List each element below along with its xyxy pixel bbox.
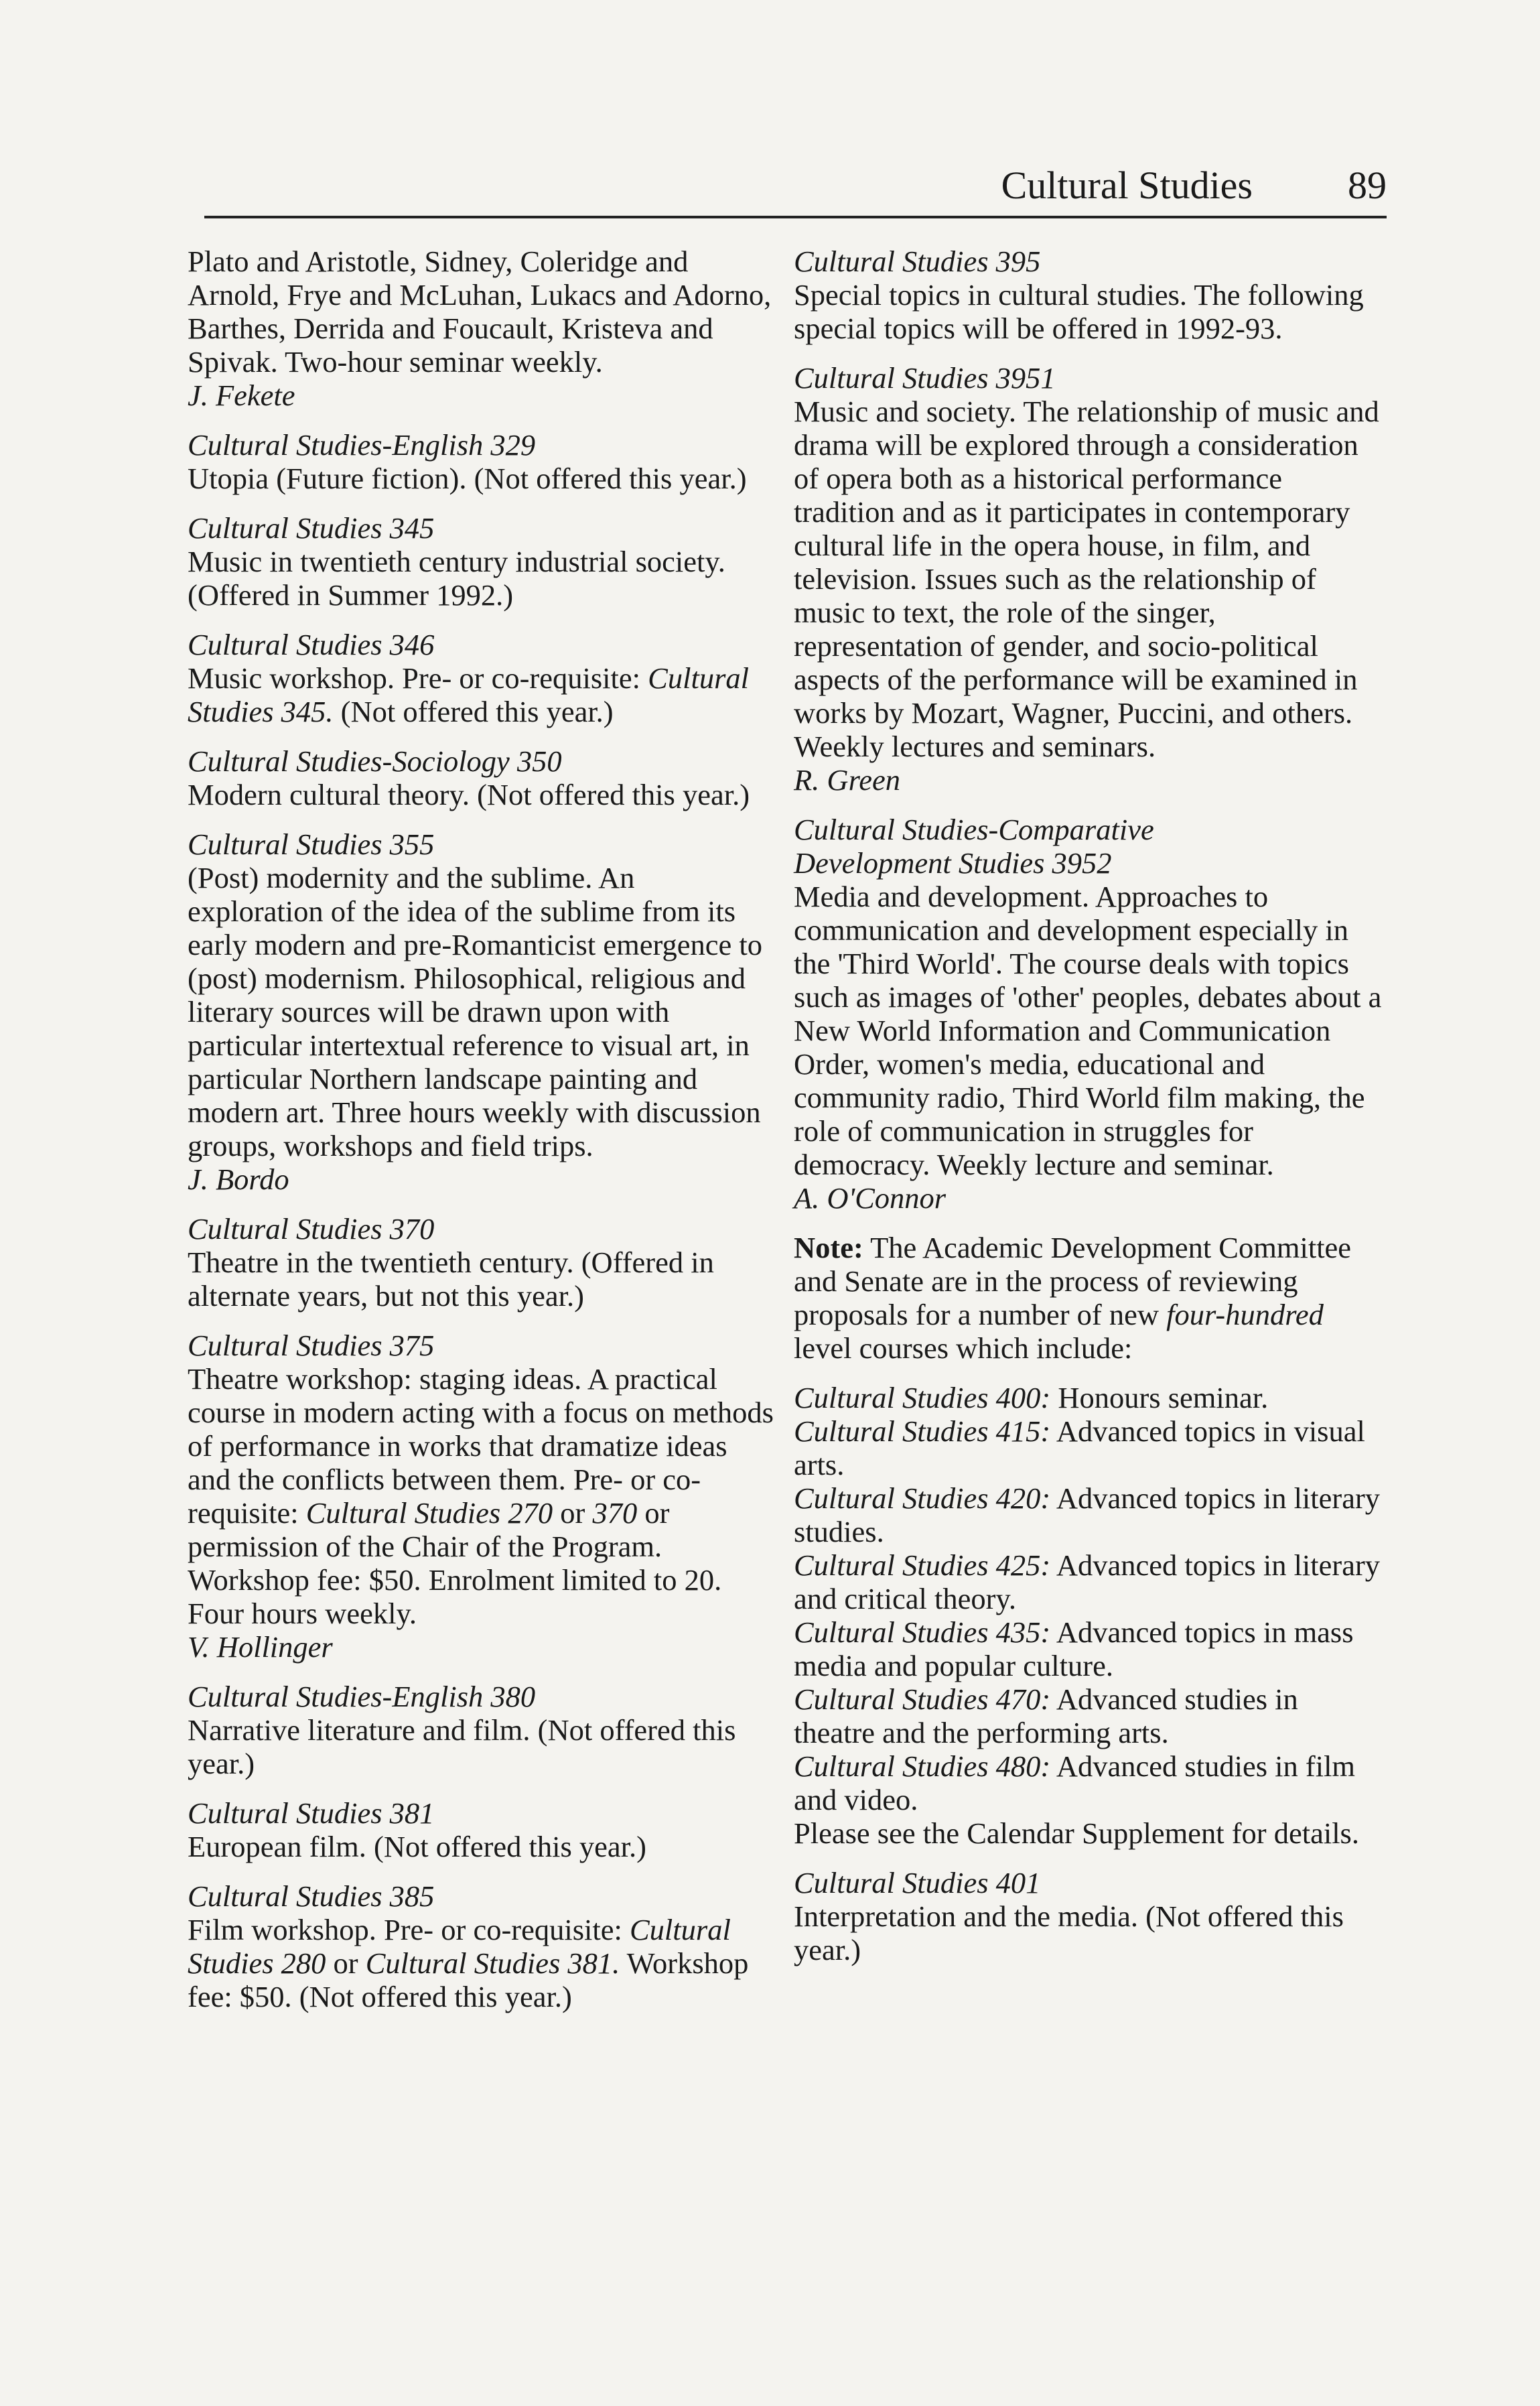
- note-emphasis: four-hundred: [1166, 1298, 1324, 1331]
- course-summary: Advanced topics in visual arts.: [794, 1414, 1365, 1481]
- course-description: Music and society. The relationship of music and drama will be explored through a consideration of opera both as a historical performance tradition and as it participates in contemporary cultural life in the opera house, in film, and television. Issues such as the relationship of music to text, the role of the singer, representation of gender, and socio-political aspects of the performance will be examined in works by Mozart, Wagner, Puccini, and others. Weekly lectures and seminars.: [794, 395, 1379, 763]
- course-summary: Honours seminar.: [1058, 1381, 1269, 1414]
- list-item: [794, 1381, 1383, 1414]
- course-entry: [794, 361, 1383, 797]
- course-title: Cultural Studies 3951: [794, 361, 1056, 395]
- instructor: V. Hollinger: [188, 1630, 333, 1664]
- course-entry: [188, 1329, 777, 1664]
- list-item: [794, 1481, 1383, 1548]
- note-text: [794, 1231, 1383, 1365]
- course-summary: Advanced topics in mass media and popular culture.: [794, 1615, 1354, 1682]
- list-item: [794, 1615, 1383, 1682]
- course-entry: [794, 1866, 1383, 1966]
- left-column: [188, 245, 777, 2029]
- course-title: Cultural Studies 355: [188, 827, 435, 861]
- right-column: [794, 245, 1383, 1983]
- course-description: Utopia (Future fiction). (Not offered this year.): [188, 462, 747, 495]
- course-title: Cultural Studies 370: [188, 1212, 435, 1246]
- course-reference: Cultural Studies 280: [188, 1913, 731, 1980]
- course-title: Cultural Studies 345: [188, 511, 435, 545]
- description-text: or: [560, 1496, 585, 1530]
- course-reference: Cultural Studies 470:: [794, 1682, 1051, 1716]
- course-entry: [188, 744, 777, 811]
- course-summary: Advanced topics in literary studies.: [794, 1481, 1381, 1548]
- list-item: [794, 1682, 1383, 1749]
- course-title: Cultural Studies 346: [188, 628, 435, 661]
- list-item: [794, 1414, 1383, 1481]
- course-description: Narrative literature and film. (Not offered this year.): [188, 1713, 736, 1780]
- course-description: Plato and Aristotle, Sidney, Coleridge and Arnold, Frye and McLuhan, Lukacs and Adorno, Barthes, Derrida and Foucault, Kristeva and Spivak. Two-hour seminar weekly.: [188, 245, 772, 379]
- course-entry: [188, 1796, 777, 1863]
- proposed-course-list: [794, 1381, 1383, 1850]
- course-title: Cultural Studies 395: [794, 245, 1041, 278]
- course-reference: Cultural Studies 435:: [794, 1615, 1051, 1649]
- course-reference: 370: [592, 1496, 638, 1530]
- course-title: Cultural Studies 375: [188, 1329, 435, 1362]
- course-entry: [188, 827, 777, 1196]
- page-number: 89: [1348, 163, 1387, 207]
- course-reference: Cultural Studies 415:: [794, 1414, 1051, 1448]
- description-text: Film workshop. Pre- or co-requisite:: [188, 1913, 622, 1946]
- course-reference: Cultural Studies 345.: [188, 661, 749, 728]
- course-title: Cultural Studies-English 329: [188, 428, 536, 462]
- course-title: Cultural Studies 401: [794, 1866, 1041, 1899]
- page-header: [204, 149, 1387, 218]
- course-entry: [188, 511, 777, 612]
- description-text: Theatre workshop: staging ideas. A practical course in modern acting with a focus on methods of performance in works that dramatize ideas and the conflicts between them. Pre- or co-requisite:: [188, 1362, 774, 1530]
- course-reference: Cultural Studies 420:: [794, 1481, 1051, 1515]
- course-description: Theatre in the twentieth century. (Offered in alternate years, but not this year.): [188, 1246, 714, 1313]
- course-description: Music in twentieth century industrial society. (Offered in Summer 1992.): [188, 545, 725, 612]
- note-footer: Please see the Calendar Supplement for details.: [794, 1816, 1360, 1850]
- course-summary: Advanced studies in film and video.: [794, 1749, 1356, 1816]
- course-description: [188, 1362, 777, 1630]
- course-summary: Advanced studies in theatre and the performing arts.: [794, 1682, 1298, 1749]
- course-reference: Cultural Studies 480:: [794, 1749, 1051, 1783]
- course-summary: Advanced topics in literary and critical theory.: [794, 1548, 1381, 1615]
- description-text: or: [333, 1946, 358, 1980]
- course-reference: Cultural Studies 381.: [365, 1946, 620, 1980]
- course-entry: [188, 628, 777, 728]
- course-description: Special topics in cultural studies. The following special topics will be offered in 1992-93.: [794, 278, 1364, 345]
- description-text: Workshop fee: $50. (Not offered this year.): [188, 1946, 749, 2013]
- description-text: (Not offered this year.): [340, 695, 614, 728]
- note-block: [794, 1231, 1383, 1850]
- course-entry: [188, 428, 777, 495]
- instructor: J. Fekete: [188, 379, 295, 412]
- course-description: (Post) modernity and the sublime. An exploration of the idea of the sublime from its early modern and pre-Romanticist emergence to (post) modernism. Philosophical, religious and literary sources will be drawn upon with particular intertextual reference to visual art, in particular Northern landscape painting and modern art. Three hours weekly with discussion groups, workshops and field trips.: [188, 861, 762, 1162]
- note-body: level courses which include:: [794, 1331, 1133, 1365]
- course-description: Modern cultural theory. (Not offered this year.): [188, 778, 750, 811]
- course-title-line: Development Studies 3952: [794, 846, 1112, 880]
- course-title: [794, 813, 1383, 880]
- course-description: Media and development. Approaches to communication and development especially in the 'Third World'. The course deals with topics such as images of 'other' peoples, debates about a New World Information and Communication Order, women's media, educational and community radio, Third World film making, the role of communication in struggles for democracy. Weekly lecture and seminar.: [794, 880, 1382, 1181]
- course-entry: [188, 1212, 777, 1313]
- course-title: Cultural Studies 381: [188, 1796, 435, 1830]
- course-description: [188, 661, 777, 728]
- course-title: Cultural Studies-Sociology 350: [188, 744, 562, 778]
- course-description: Interpretation and the media. (Not offered this year.): [794, 1899, 1344, 1966]
- course-title: Cultural Studies-English 380: [188, 1680, 536, 1713]
- course-entry: [188, 245, 777, 412]
- course-entry: [188, 1680, 777, 1780]
- course-entry: [188, 1879, 777, 2013]
- course-reference: Cultural Studies 400:: [794, 1381, 1051, 1414]
- note-label: Note:: [794, 1231, 863, 1264]
- course-description: European film. (Not offered this year.): [188, 1830, 646, 1863]
- running-header-title: Cultural Studies: [1001, 163, 1253, 207]
- course-reference: Cultural Studies 425:: [794, 1548, 1051, 1582]
- description-text: Music workshop. Pre- or co-requisite:: [188, 661, 641, 695]
- list-item: [794, 1749, 1383, 1816]
- course-entry: [794, 245, 1383, 345]
- course-description: [188, 1913, 777, 2013]
- course-title-line: Cultural Studies-Comparative: [794, 813, 1154, 846]
- instructor: A. O'Connor: [794, 1181, 947, 1215]
- list-item: [794, 1548, 1383, 1615]
- description-text: or permission of the Chair of the Program. Workshop fee: $50. Enrolment limited to 20. Four hours weekly.: [188, 1496, 722, 1630]
- course-title: Cultural Studies 385: [188, 1879, 435, 1913]
- instructor: J. Bordo: [188, 1162, 289, 1196]
- course-reference: Cultural Studies 270: [305, 1496, 553, 1530]
- note-body: The Academic Development Committee and Senate are in the process of reviewing proposals for a number of new: [794, 1231, 1352, 1331]
- course-entry: [794, 813, 1383, 1215]
- instructor: R. Green: [794, 763, 900, 797]
